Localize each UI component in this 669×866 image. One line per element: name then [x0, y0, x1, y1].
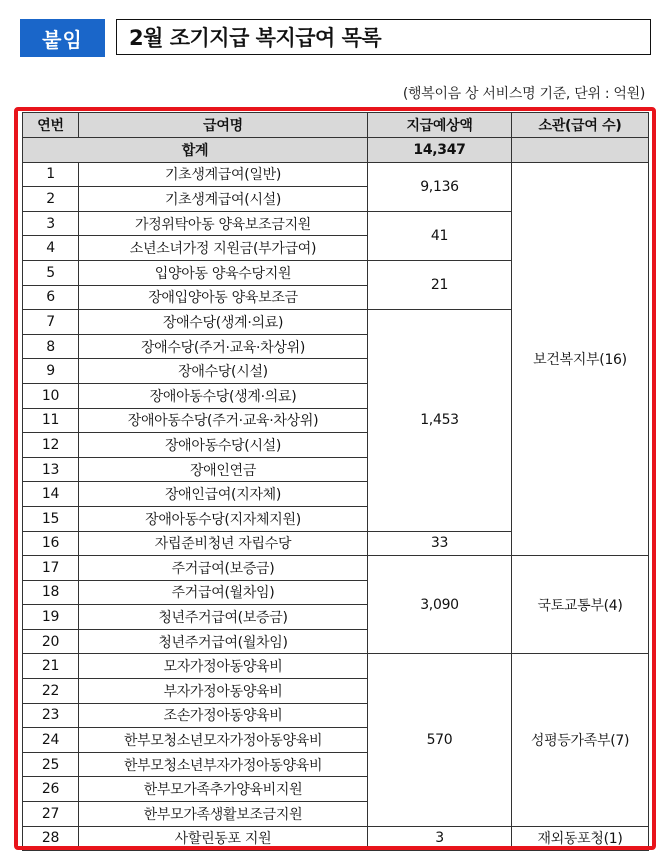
benefit-name: 기초생계급여(시설)	[79, 187, 368, 212]
benefit-name: 주거급여(월차임)	[79, 580, 368, 605]
row-no: 21	[23, 654, 79, 679]
row-no: 28	[23, 826, 79, 851]
row-no: 20	[23, 629, 79, 654]
benefit-name: 장애수당(시설)	[79, 359, 368, 384]
benefit-name: 주거급여(보증금)	[79, 556, 368, 581]
row-no: 27	[23, 802, 79, 827]
row-no: 3	[23, 211, 79, 236]
row-no: 14	[23, 482, 79, 507]
benefit-name: 부자가정아동양육비	[79, 679, 368, 704]
row-no: 16	[23, 531, 79, 556]
benefit-name: 한부모청소년부자가정아동양육비	[79, 752, 368, 777]
row-no: 7	[23, 310, 79, 335]
row-no: 9	[23, 359, 79, 384]
benefit-name: 한부모청소년모자가정아동양육비	[79, 728, 368, 753]
amount-cell: 3,090	[368, 556, 512, 654]
benefit-name: 장애입양아동 양육보조금	[79, 285, 368, 310]
row-no: 12	[23, 433, 79, 458]
col-header-no: 연번	[23, 113, 79, 138]
row-no: 18	[23, 580, 79, 605]
col-header-amount: 지급예상액	[368, 113, 512, 138]
ministry-cell: 재외동포청(1)	[512, 826, 649, 851]
benefit-name: 장애인급여(지자체)	[79, 482, 368, 507]
attachment-badge: 붙임	[20, 19, 105, 57]
ministry-cell: 국토교통부(4)	[512, 556, 649, 654]
row-no: 22	[23, 679, 79, 704]
amount-cell: 33	[368, 531, 512, 556]
benefit-name: 장애아동수당(지자체지원)	[79, 506, 368, 531]
row-no: 1	[23, 162, 79, 187]
benefit-name: 기초생계급여(일반)	[79, 162, 368, 187]
highlight-frame	[14, 107, 656, 850]
ministry-cell: 성평등가족부(7)	[512, 654, 649, 826]
row-no: 17	[23, 556, 79, 581]
benefit-name: 한부모가족생활보조금지원	[79, 802, 368, 827]
row-no: 25	[23, 752, 79, 777]
benefit-name: 청년주거급여(보증금)	[79, 605, 368, 630]
benefit-name: 장애인연금	[79, 457, 368, 482]
amount-cell: 570	[368, 654, 512, 826]
benefit-name: 장애수당(주거·교육·차상위)	[79, 334, 368, 359]
benefit-name: 사할린동포 지원	[79, 826, 368, 851]
benefit-name: 자립준비청년 자립수당	[79, 531, 368, 556]
ministry-cell: 보건복지부(16)	[512, 162, 649, 556]
benefit-name: 조손가정아동양육비	[79, 703, 368, 728]
row-no: 19	[23, 605, 79, 630]
benefit-name: 청년주거급여(월차임)	[79, 629, 368, 654]
benefit-name: 장애수당(생계·의료)	[79, 310, 368, 335]
row-no: 23	[23, 703, 79, 728]
amount-cell: 21	[368, 260, 512, 309]
benefit-name: 가정위탁아동 양육보조금지원	[79, 211, 368, 236]
page-title: 2월 조기지급 복지급여 목록	[116, 19, 651, 55]
row-no: 2	[23, 187, 79, 212]
amount-cell: 1,453	[368, 310, 512, 531]
benefit-name: 장애아동수당(시설)	[79, 433, 368, 458]
benefit-name: 소년소녀가정 지원금(부가급여)	[79, 236, 368, 261]
row-no: 4	[23, 236, 79, 261]
row-no: 8	[23, 334, 79, 359]
row-no: 13	[23, 457, 79, 482]
benefit-name: 모자가정아동양육비	[79, 654, 368, 679]
col-header-ministry: 소관(급여 수)	[512, 113, 649, 138]
col-header-name: 급여명	[79, 113, 368, 138]
row-no: 6	[23, 285, 79, 310]
benefit-name: 장애아동수당(생계·의료)	[79, 383, 368, 408]
row-no: 10	[23, 383, 79, 408]
row-no: 26	[23, 777, 79, 802]
benefit-name: 입양아동 양육수당지원	[79, 260, 368, 285]
row-no: 15	[23, 506, 79, 531]
row-no: 24	[23, 728, 79, 753]
benefit-name: 장애아동수당(주거·교육·차상위)	[79, 408, 368, 433]
total-value: 14,347	[368, 138, 512, 163]
amount-cell: 3	[368, 826, 512, 851]
row-no: 5	[23, 260, 79, 285]
total-label: 합계	[23, 138, 368, 163]
benefit-name: 한부모가족추가양육비지원	[79, 777, 368, 802]
amount-cell: 41	[368, 211, 512, 260]
amount-cell: 9,136	[368, 162, 512, 211]
row-no: 11	[23, 408, 79, 433]
unit-note: (행복이음 상 서비스명 기준, 단위 : 억원)	[402, 86, 645, 102]
